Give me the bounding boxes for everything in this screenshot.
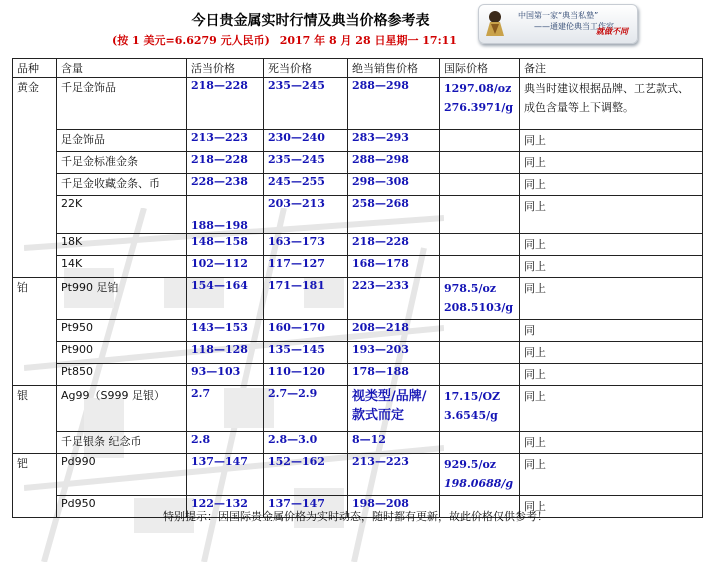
sale-price: 218—228 — [348, 234, 440, 256]
dead-price: 160—170 — [264, 320, 348, 342]
price-table-container — [12, 58, 702, 513]
sale-price: 288—298 — [348, 152, 440, 174]
intl-price: 978.5/oz 208.5103/g — [440, 278, 520, 320]
remark: 同上 — [520, 364, 703, 386]
live-price: 148—158 — [187, 234, 264, 256]
sale-price: 213—223 — [348, 454, 440, 496]
intl-price — [440, 432, 520, 454]
category-platinum: 铂 — [13, 278, 57, 386]
live-price: 118—128 — [187, 342, 264, 364]
live-price: 2.7 — [187, 386, 264, 432]
column-header: 活当价格 — [187, 59, 264, 78]
remark: 同上 — [520, 454, 703, 496]
dead-price: 117—127 — [264, 256, 348, 278]
dead-price: 245—255 — [264, 174, 348, 196]
intl-price: 1297.08/oz 276.3971/g — [440, 78, 520, 130]
remark: 同上 — [520, 234, 703, 256]
item-name: Pt990 足铂 — [57, 278, 187, 320]
dead-price: 163—173 — [264, 234, 348, 256]
intl-price — [440, 342, 520, 364]
item-name: 14K — [57, 256, 187, 278]
table-row — [13, 278, 703, 320]
column-header: 死当价格 — [264, 59, 348, 78]
item-name: Pd950 — [57, 496, 187, 518]
subtitle — [112, 32, 463, 48]
item-name: Pt850 — [57, 364, 187, 386]
live-price: 102—112 — [187, 256, 264, 278]
live-price: 188—198 — [187, 196, 264, 234]
sale-price: 223—233 — [348, 278, 440, 320]
sale-price: 视类型/品牌/款式而定 — [348, 386, 440, 432]
item-name: 千足金收藏金条、币 — [57, 174, 187, 196]
table-row — [13, 78, 703, 130]
dead-price: 235—245 — [264, 152, 348, 174]
price-table — [12, 58, 703, 518]
remark: 同上 — [520, 196, 703, 234]
column-header: 含量 — [57, 59, 187, 78]
table-row — [13, 196, 703, 234]
remark: 同上 — [520, 278, 703, 320]
intl-price — [440, 364, 520, 386]
table-row — [13, 320, 703, 342]
dead-price: 137—147 — [264, 496, 348, 518]
table-row — [13, 174, 703, 196]
dead-price: 110—120 — [264, 364, 348, 386]
dead-price: 230—240 — [264, 130, 348, 152]
logo-slogan: 就做不同 — [596, 27, 628, 36]
live-price: 218—228 — [187, 152, 264, 174]
logo — [478, 4, 638, 44]
intl-price — [440, 234, 520, 256]
item-name: 22K — [57, 196, 187, 234]
remark: 典当时建议根据品牌、工艺款式、成色含量等上下调整。 — [520, 78, 703, 130]
table-row — [13, 342, 703, 364]
dead-price: 235—245 — [264, 78, 348, 130]
category-palladium: 钯 — [13, 454, 57, 518]
table-header-row — [13, 59, 703, 78]
sale-price: 178—188 — [348, 364, 440, 386]
table-row — [13, 256, 703, 278]
remark: 同上 — [520, 256, 703, 278]
live-price: 2.8 — [187, 432, 264, 454]
remark: 同上 — [520, 342, 703, 364]
sale-price: 8—12 — [348, 432, 440, 454]
table-row — [13, 152, 703, 174]
category-gold: 黄金 — [13, 78, 57, 278]
logo-line-1: 中国第一家“典当私塾” — [518, 11, 599, 20]
live-price: 143—153 — [187, 320, 264, 342]
sale-price: 298—308 — [348, 174, 440, 196]
remark: 同上 — [520, 432, 703, 454]
live-price: 218—228 — [187, 78, 264, 130]
column-header: 绝当销售价格 — [348, 59, 440, 78]
category-silver: 银 — [13, 386, 57, 454]
live-price: 154—164 — [187, 278, 264, 320]
intl-price — [440, 196, 520, 234]
dead-price: 2.7—2.9 — [264, 386, 348, 432]
remark: 同上 — [520, 130, 703, 152]
item-name: 千足银条 纪念币 — [57, 432, 187, 454]
item-name: 千足金饰品 — [57, 78, 187, 130]
exchange-rate: (按 1 美元=6.6279 元人民币) — [112, 34, 270, 47]
item-name: Ag99（S999 足银） — [57, 386, 187, 432]
mascot-icon — [482, 8, 508, 38]
remark: 同上 — [520, 174, 703, 196]
live-price: 228—238 — [187, 174, 264, 196]
dead-price: 152—162 — [264, 454, 348, 496]
sale-price: 193—203 — [348, 342, 440, 364]
footer-notice: 特别提示：因国际贵金属价格为实时动态，随时都有更新，故此价格仅供参考！ — [163, 510, 548, 523]
remark: 同上 — [520, 496, 703, 518]
date-time: 2017 年 8 月 28 日星期一 17:11 — [279, 34, 457, 47]
column-header: 国际价格 — [440, 59, 520, 78]
sale-price: 208—218 — [348, 320, 440, 342]
dead-price: 203—213 — [264, 196, 348, 234]
table-row — [13, 364, 703, 386]
intl-price — [440, 152, 520, 174]
item-name: 足金饰品 — [57, 130, 187, 152]
page-title: 今日贵金属实时行情及典当价格参考表 — [191, 13, 430, 29]
sale-price: 198—208 — [348, 496, 440, 518]
live-price: 137—147 — [187, 454, 264, 496]
table-row — [13, 386, 703, 432]
sale-price: 283—293 — [348, 130, 440, 152]
item-name: Pd990 — [57, 454, 187, 496]
remark: 同上 — [520, 386, 703, 432]
sale-price: 288—298 — [348, 78, 440, 130]
remark: 同 — [520, 320, 703, 342]
intl-price — [440, 174, 520, 196]
table-row — [13, 432, 703, 454]
item-name: Pt900 — [57, 342, 187, 364]
item-name: 18K — [57, 234, 187, 256]
dead-price: 2.8—3.0 — [264, 432, 348, 454]
table-row — [13, 130, 703, 152]
live-price: 93—103 — [187, 364, 264, 386]
remark: 同上 — [520, 152, 703, 174]
intl-price — [440, 256, 520, 278]
column-header: 品种 — [13, 59, 57, 78]
intl-price — [440, 320, 520, 342]
sale-price: 168—178 — [348, 256, 440, 278]
column-header: 备注 — [520, 59, 703, 78]
sale-price: 258—268 — [348, 196, 440, 234]
item-name: Pt950 — [57, 320, 187, 342]
intl-price — [440, 130, 520, 152]
live-price: 213—223 — [187, 130, 264, 152]
intl-price: 17.15/OZ 3.6545/g — [440, 386, 520, 432]
item-name: 千足金标准金条 — [57, 152, 187, 174]
table-row — [13, 234, 703, 256]
table-row — [13, 454, 703, 496]
intl-price: 929.5/oz 198.0688/g — [440, 454, 520, 496]
live-price: 122—132 — [187, 496, 264, 518]
dead-price: 171—181 — [264, 278, 348, 320]
dead-price: 135—145 — [264, 342, 348, 364]
logo-line-2: ——通建伦典当工作室 — [534, 22, 614, 31]
